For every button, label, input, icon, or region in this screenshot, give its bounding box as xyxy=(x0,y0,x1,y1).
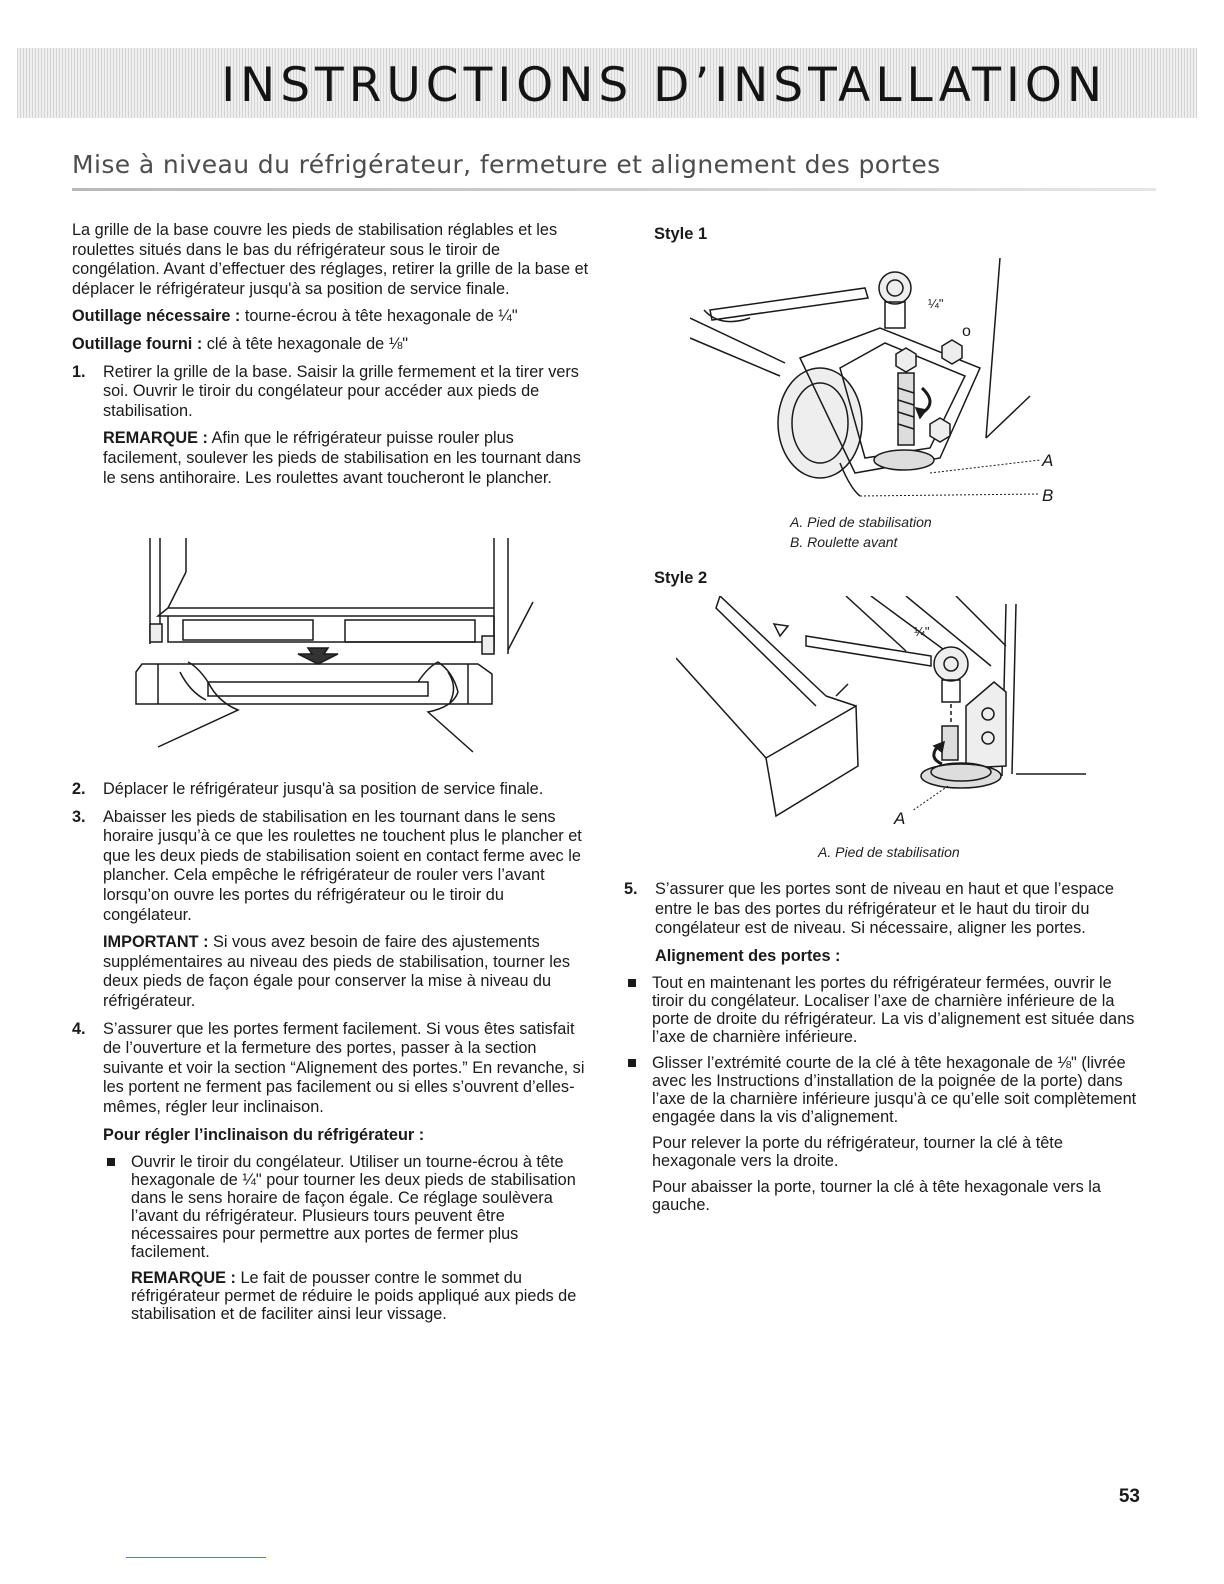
step-2-text: Déplacer le réfrigérateur jusqu'à sa position de service finale. xyxy=(103,780,544,798)
note-label: REMARQUE : xyxy=(131,1269,236,1288)
tools-needed-label: Outillage nécessaire : xyxy=(72,307,241,326)
right-column-text xyxy=(624,880,1144,1222)
left-column-bottom xyxy=(72,780,592,1331)
step-4 xyxy=(72,1020,592,1324)
tools-needed-text: tourne-écrou à tête hexagonale de ¼" xyxy=(240,307,518,326)
step-number: 3. xyxy=(72,807,86,826)
align-bullet-2 xyxy=(624,1054,1144,1214)
base-grille-illustration xyxy=(128,532,548,772)
step-5 xyxy=(624,880,1144,966)
tools-provided-text: clé à tête hexagonale de ⅛" xyxy=(202,334,409,353)
step-5-text: S’assurer que les portes sont de niveau en haut et que l’espace entre le bas des portes du réfrigérateur et le haut du tiroir du congélateur est de niveau. Si nécessaire, aligner les portes. xyxy=(655,880,1114,938)
header-banner xyxy=(17,48,1197,118)
step-1-note xyxy=(103,429,592,488)
step-3 xyxy=(72,808,592,1012)
page-title: INSTRUCTIONS D’INSTALLATION xyxy=(221,58,1107,113)
step-number: 4. xyxy=(72,1019,86,1038)
step-2 xyxy=(72,780,592,800)
quarter-inch-label: ¼" xyxy=(928,296,944,311)
tools-provided xyxy=(72,335,592,355)
intro-paragraph: La grille de la base couvre les pieds de stabilisation réglables et les roulettes situés dans le bas du réfrigérateur sous le tiroir de congélation. Avant d’effectuer des réglages, retirer la grille de la base et déplacer le réfrigérateur jusqu'à sa position de service finale. xyxy=(72,221,589,298)
step-1 xyxy=(72,363,592,489)
bullet-square-icon xyxy=(628,1059,636,1067)
step-3-important xyxy=(103,933,592,1011)
note-text: Le fait de pousser contre le sommet du réfrigérateur permet de réduire le poids appliqué aux pieds de stabilisation et de faciliter ainsi leur vissage. xyxy=(131,1269,577,1324)
style-2-caption: A. Pied de stabilisation xyxy=(818,844,960,860)
important-label: IMPORTANT : xyxy=(103,933,209,952)
align-bullet-1 xyxy=(624,974,1144,1046)
align-bullet-1-text: Tout en maintenant les portes du réfrigérateur fermées, ouvrir le tiroir du congélateur. Localiser l’axe de charnière inférieure de la porte de droite du réfrigérateur. La vis d’alignement est située dans l’axe de charnière inférieure. xyxy=(652,974,1135,1047)
note-label: REMARQUE : xyxy=(103,429,208,448)
note-text: Afin que le réfrigérateur puisse rouler plus facilement, soulever les pieds de stabilisation en les tournant dans le sens antihoraire. Les roulettes avant toucheront le plancher. xyxy=(103,429,581,487)
callout-a: A xyxy=(1042,451,1054,470)
tools-provided-label: Outillage fourni : xyxy=(72,334,203,353)
callout-a: A xyxy=(894,809,906,828)
step-1-text: Retirer la grille de la base. Saisir la grille fermement et la tirer vers soi. Ouvrir le tiroir du congélateur pour accéder aux pieds de stabilisation. xyxy=(103,362,579,420)
align-heading-text: Alignement des portes : xyxy=(655,946,841,965)
step-number: 5. xyxy=(624,880,638,898)
style-2-label: Style 2 xyxy=(654,569,708,587)
footer-link-line xyxy=(126,1557,266,1558)
align-bullet-2-text: Glisser l’extrémité courte de la clé à tête hexagonale de ⅛" (livrée avec les Instructions d’installation de la poignée de la porte) dans l’axe de la charnière inférieure jusqu’à ce qu’elle soit complètement engagée dans la vis d’alignement. xyxy=(652,1054,1137,1127)
style-1-caption xyxy=(790,512,932,552)
tilt-bullet xyxy=(103,1153,592,1323)
bullet-square-icon xyxy=(107,1158,115,1166)
important-text: Si vous avez besoin de faire des ajustements supplémentaires au niveau des pieds de stabilisation, tourner les deux pieds de façon égale pour conserver la mise à niveau du réfrigérateur. xyxy=(103,933,571,1010)
style-2-illustration xyxy=(676,596,1096,831)
tilt-bullet-text: Ouvrir le tiroir du congélateur. Utiliser un tourne-écrou à tête hexagonale de ¼" pour tourner les deux pieds de stabilisation dans le sens horaire de façon égale. Ce réglage soulèvera l’avant du réfrigérateur. Plusieurs tours peuvent être nécessaires pour permettre aux portes de fermer plus facilement. xyxy=(131,1153,576,1262)
tilt-heading xyxy=(103,1126,592,1146)
tilt-note xyxy=(131,1269,592,1323)
step-number: 1. xyxy=(72,362,86,381)
tilt-heading-text: Pour régler l’inclinaison du réfrigérateur : xyxy=(103,1125,425,1144)
section-title: Mise à niveau du réfrigérateur, fermeture et alignement des portes xyxy=(72,150,941,179)
bullet-square-icon xyxy=(628,979,636,987)
caption-b: B. Roulette avant xyxy=(790,534,898,550)
raise-text: Pour relever la porte du réfrigérateur, tourner la clé à tête hexagonale vers la droite. xyxy=(652,1134,1063,1171)
caption-a: A. Pied de stabilisation xyxy=(790,514,932,530)
ring-glyph: o xyxy=(962,323,971,340)
step-3-text: Abaisser les pieds de stabilisation en les tournant dans le sens horaire jusqu’à ce que les roulettes ne touchent plus le plancher et que les deux pieds de stabilisation soient en contact ferme avec le plancher. Cela empêche le réfrigérateur de rouler vers l’avant lorsqu’on ouvre les portes du réfrigérateur ou le tiroir du congélateur. xyxy=(103,807,582,924)
style-1-illustration xyxy=(690,248,1080,513)
step-4-text: S’assurer que les portes ferment facilement. Si vous êtes satisfait de l’ouverture et la fermeture des portes, passer à la section suivante et voir la section “Alignement des portes.” En revanche, si les portent ne ferment pas facilement ou si elles s’ouvrent d’elles-mêmes, régler leur inclinaison. xyxy=(103,1019,585,1116)
step-number: 2. xyxy=(72,780,86,798)
style-1-label: Style 1 xyxy=(654,225,708,243)
section-divider xyxy=(72,188,1156,191)
tools-needed xyxy=(72,307,592,327)
quarter-inch-label: ¼" xyxy=(914,624,930,639)
left-column-top xyxy=(72,221,592,496)
align-heading xyxy=(655,947,1144,967)
page-number: 53 xyxy=(1118,1486,1140,1507)
lower-text: Pour abaisser la porte, tourner la clé à tête hexagonale vers la gauche. xyxy=(652,1178,1101,1215)
callout-b: B xyxy=(1042,486,1054,505)
